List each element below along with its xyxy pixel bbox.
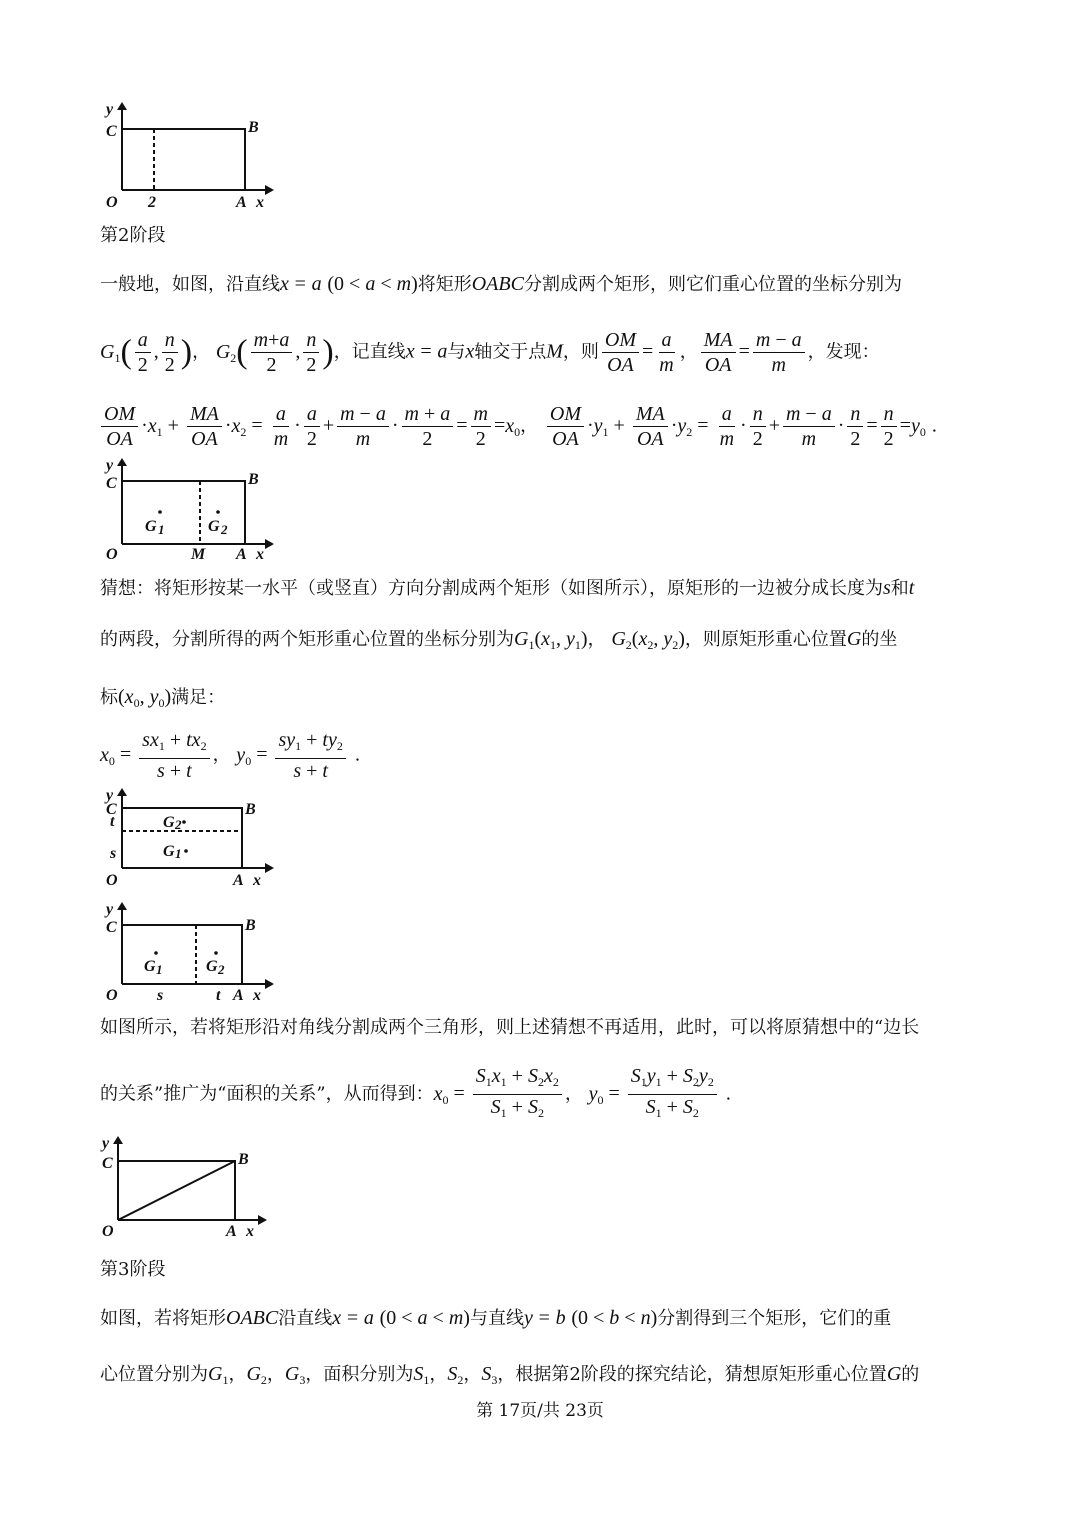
paragraph-conjecture-2: 的两段，分割所得的两个矩形重心位置的坐标分别为$G_1(x_1$, $y_1$)， $G_2(x_2$, $y_2$)，则原矩形重心位置G的坐	[100, 628, 898, 652]
paragraph-conjecture-3: 标($x_0$, $y_0$)满足：	[100, 686, 226, 710]
paragraph-stage3-1: 如图，若将矩形OABC沿直线x = a (0 < a < m)与直线y = b (0 < b < n)分割得到三个矩形，它们的重	[100, 1307, 892, 1329]
figure-rect-split-2	[100, 100, 280, 212]
s-label: s	[110, 845, 117, 862]
origin-label: O	[106, 194, 118, 211]
svg-text:1: 1	[175, 846, 182, 861]
stage2-heading: 第2阶段	[100, 225, 166, 246]
paragraph-stage3-2: 心位置分别为$G_1$，$G_2$，$G_3$，面积分别为$S_1$，$S_2$，$S_3$，根据第2阶段的探究结论，猜想原矩形重心位置G的	[100, 1363, 920, 1387]
point-m-label: M	[191, 546, 206, 563]
figure-diagonal-split	[98, 1134, 278, 1244]
svg-text:O: O	[102, 1223, 114, 1240]
g2-label: G	[208, 518, 220, 535]
svg-text:G: G	[163, 814, 175, 831]
svg-text:O: O	[106, 872, 118, 889]
svg-text:t: t	[216, 987, 221, 1004]
paragraph-1: 一般地，如图，沿直线x = a (0 < a < m)将矩形OABC分割成两个矩形，则它们重心位置的坐标分别为	[100, 273, 902, 295]
t-label: t	[110, 813, 115, 830]
svg-text:x: x	[253, 872, 261, 889]
svg-text:1: 1	[156, 962, 163, 977]
paragraph-conjecture-1: 猜想：将矩形按某一水平（或竖直）方向分割成两个矩形（如图所示），原矩形的一边被分成长度为s和t	[100, 577, 915, 599]
svg-text:G: G	[163, 843, 175, 860]
svg-text:C: C	[102, 1155, 113, 1172]
svg-text:A: A	[236, 546, 247, 563]
page-footer: 第 17页/共 23页	[476, 1401, 604, 1421]
paragraph-2: $G_1$( $\frac{a}{2}$ , $\frac{n}{2}$ )， $G_2$( $\frac{m+a}{2}$ , $\frac{n}{2}$ )，记直线x = a与x轴交于点M，则 $\frac{OM}{OA}$ = $\frac{a}{m}$ ， $\frac{MA}{OA}$ = $\frac{m - a}{m}$ ，发现：	[100, 329, 880, 376]
point-b-label: B	[248, 119, 259, 136]
svg-text:y: y	[106, 457, 114, 474]
figure-horizontal-split	[100, 786, 280, 892]
g1-label: G	[145, 518, 157, 535]
svg-text:s: s	[157, 987, 164, 1004]
svg-text:B: B	[245, 917, 256, 934]
figure-rect-g1-g2-m	[100, 456, 280, 566]
svg-text:A: A	[226, 1223, 237, 1240]
svg-text:B: B	[245, 801, 256, 818]
svg-text:C: C	[106, 475, 117, 492]
svg-text:C: C	[106, 919, 117, 936]
svg-text:G: G	[144, 958, 156, 975]
svg-text:2: 2	[218, 962, 225, 977]
svg-text:2: 2	[175, 817, 182, 832]
paragraph-diagonal-2: 的关系”推广为“面积的关系”，从而得到：$x_0$ = $\frac{S_1x_1 + S_2x_2}{S_1 + S_2}$ ， $y_0$ = $\frac{S_1y_1 + S_2y_2}{S_1 + S_2}$ .	[100, 1065, 732, 1120]
formula-line: $\frac{OM}{OA}$ $\cdot x_1$ + $\frac{MA}{OA}$ $\cdot x_2$ = $\frac{a}{m}$ · $\frac{a}{2}$ + $\frac{m - a}{m}$ · $\frac{m + a}{2}$ = $\frac{m}{2}$ $=x_0$， $\frac{OM}{OA}$ $\cdot y_1$ + $\frac{MA}{OA}$ $\cdot y_2$ = $\frac{a}{m}$ · $\frac{n}{2}$ + $\frac{m - a}{m}$ · $\frac{n}{2}$ = $\frac{n}{2}$ $=y_0$ .	[98, 402, 937, 451]
svg-text:O: O	[106, 987, 118, 1004]
tick-2-label: 2	[148, 194, 156, 211]
svg-text:C: C	[106, 801, 117, 818]
svg-text:G: G	[206, 958, 218, 975]
svg-text:B: B	[248, 471, 259, 488]
svg-text:x: x	[256, 546, 264, 563]
svg-text:y: y	[106, 901, 114, 918]
svg-text:1: 1	[158, 522, 165, 537]
axis-y-label: y	[106, 101, 114, 118]
point-a-label: A	[236, 194, 247, 211]
formula-st: $x_0$ = $\frac{sx_1 + tx_2}{s + t}$ ， $y_0$ = $\frac{sy_1 + ty_2}{s + t}$ .	[100, 729, 361, 782]
axis-x-label: x	[256, 194, 264, 211]
svg-text:x: x	[246, 1223, 254, 1240]
svg-text:y: y	[106, 787, 114, 804]
svg-text:x: x	[253, 987, 261, 1004]
point-c-label: C	[106, 123, 117, 140]
svg-text:y: y	[102, 1135, 110, 1152]
svg-text:A: A	[233, 872, 244, 889]
svg-text:O: O	[106, 546, 118, 563]
paragraph-diagonal-1: 如图所示，若将矩形沿对角线分割成两个三角形，则上述猜想不再适用，此时，可以将原猜想中的“边长	[100, 1017, 920, 1038]
figure-vertical-split	[100, 900, 280, 1008]
svg-text:B: B	[238, 1151, 249, 1168]
svg-text:A: A	[233, 987, 244, 1004]
svg-text:2: 2	[221, 522, 228, 537]
stage3-heading: 第3阶段	[100, 1259, 166, 1280]
